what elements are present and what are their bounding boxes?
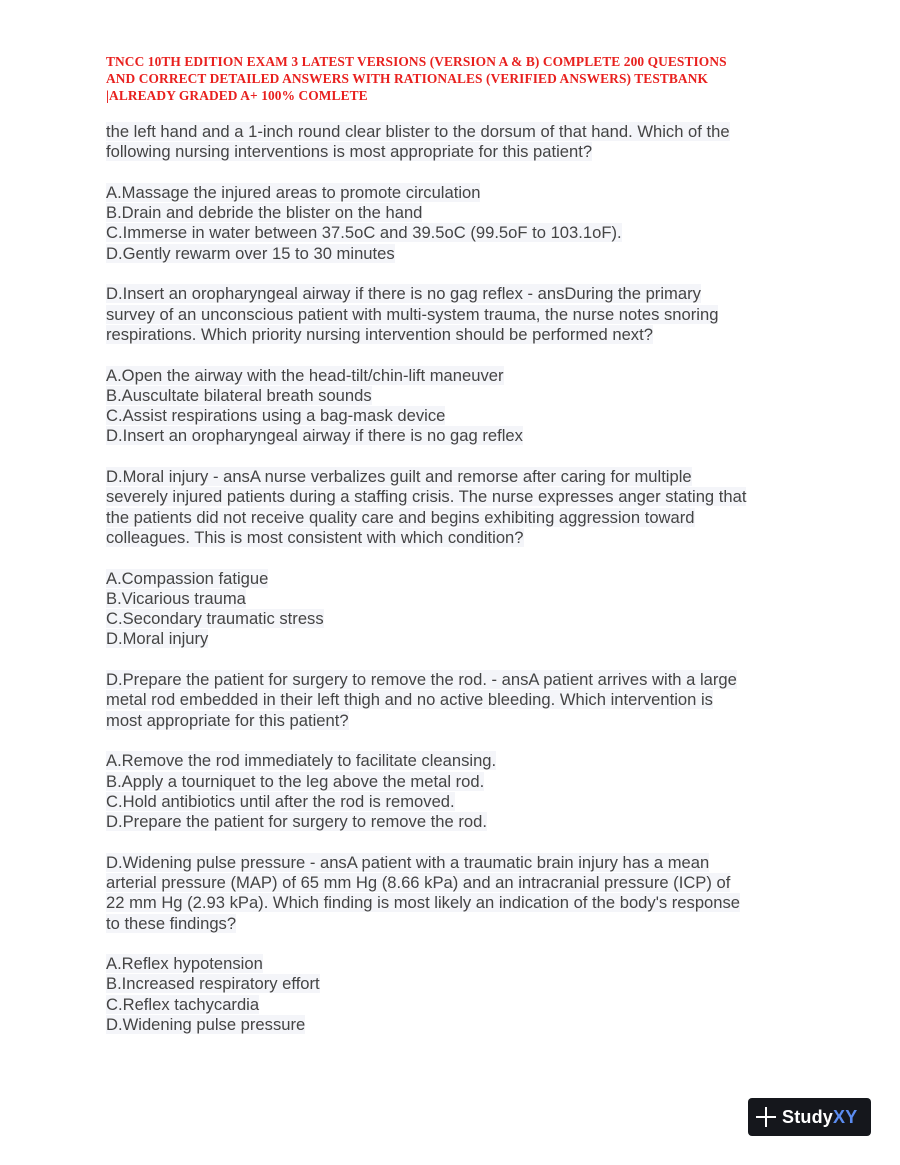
option-b: B.Drain and debride the blister on the hand bbox=[106, 203, 423, 223]
title-line: AND CORRECT DETAILED ANSWERS WITH RATIONALES (VERIFIED ANSWERS) TESTBANK bbox=[106, 71, 708, 86]
option-d: D.Prepare the patient for surgery to remove the rod. bbox=[106, 812, 487, 832]
text-line: the left hand and a 1-inch round clear blister to the dorsum of that hand. Which of the bbox=[106, 122, 730, 141]
document-title bbox=[106, 53, 796, 104]
option-a: A.Remove the rod immediately to facilitate cleansing. bbox=[106, 751, 497, 771]
logo-text-main: Study bbox=[782, 1106, 834, 1127]
text-line: following nursing interventions is most appropriate for this patient? bbox=[106, 142, 593, 162]
question-text bbox=[106, 122, 806, 163]
text-line: colleagues. This is most consistent with which condition? bbox=[106, 527, 524, 547]
text-line: metal rod embedded in their left thigh and no active bleeding. Which intervention is bbox=[106, 690, 713, 710]
option-c: C.Assist respirations using a bag-mask device bbox=[106, 406, 446, 426]
option-c: C.Hold antibiotics until after the rod is removed. bbox=[106, 791, 455, 811]
option-d: D.Gently rewarm over 15 to 30 minutes bbox=[106, 243, 395, 263]
option-d: D.Moral injury bbox=[106, 629, 209, 649]
answer-options bbox=[106, 183, 806, 264]
option-a: A.Open the airway with the head-tilt/chin-lift maneuver bbox=[106, 365, 504, 385]
text-line: respirations. Which priority nursing intervention should be performed next? bbox=[106, 324, 653, 344]
option-d: D.Insert an oropharyngeal airway if there is no gag reflex bbox=[106, 426, 523, 446]
text-line: D.Insert an oropharyngeal airway if there is no gag reflex - ansDuring the primary bbox=[106, 284, 701, 304]
option-c: C.Secondary traumatic stress bbox=[106, 609, 324, 629]
option-b: B.Apply a tourniquet to the leg above the metal rod. bbox=[106, 771, 485, 791]
option-c: C.Immerse in water between 37.5oC and 39.5oC (99.5oF to 103.1oF). bbox=[106, 223, 622, 243]
option-b: B.Increased respiratory effort bbox=[106, 974, 320, 994]
option-c: C.Reflex tachycardia bbox=[106, 994, 260, 1014]
title-line: TNCC 10TH EDITION EXAM 3 LATEST VERSIONS (VERSION A & B) COMPLETE 200 QUESTIONS bbox=[106, 54, 727, 69]
option-b: B.Auscultate bilateral breath sounds bbox=[106, 385, 372, 405]
text-line: 22 mm Hg (2.93 kPa). Which finding is most likely an indication of the body's response bbox=[106, 893, 741, 913]
answer-options bbox=[106, 366, 806, 447]
option-a: A.Reflex hypotension bbox=[106, 954, 263, 974]
question-text bbox=[106, 853, 806, 934]
text-line: most appropriate for this patient? bbox=[106, 710, 349, 730]
document-body bbox=[106, 122, 806, 1056]
option-d: D.Widening pulse pressure bbox=[106, 1015, 306, 1035]
logo-text bbox=[782, 1107, 857, 1128]
plus-icon bbox=[756, 1107, 776, 1127]
text-line: arterial pressure (MAP) of 65 mm Hg (8.66 kPa) and an intracranial pressure (ICP) of bbox=[106, 872, 731, 892]
answer-options bbox=[106, 751, 806, 832]
studyxy-logo bbox=[748, 1098, 871, 1136]
answer-options bbox=[106, 954, 806, 1035]
option-b: B.Vicarious trauma bbox=[106, 588, 246, 608]
question-text bbox=[106, 467, 806, 548]
logo-text-accent: XY bbox=[833, 1106, 858, 1127]
answer-options bbox=[106, 569, 806, 650]
text-line: survey of an unconscious patient with multi-system trauma, the nurse notes snoring bbox=[106, 304, 719, 324]
text-line: to these findings? bbox=[106, 913, 237, 933]
text-line: the patients did not receive quality care and begins exhibiting aggression toward bbox=[106, 507, 695, 527]
text-line: D.Widening pulse pressure - ansA patient with a traumatic brain injury has a mean bbox=[106, 852, 710, 872]
option-a: A.Compassion fatigue bbox=[106, 568, 269, 588]
option-a: A.Massage the injured areas to promote circulation bbox=[106, 182, 481, 202]
title-line: |ALREADY GRADED A+ 100% COMLETE bbox=[106, 88, 368, 103]
text-line: severely injured patients during a staffing crisis. The nurse expresses anger stating that bbox=[106, 487, 747, 507]
text-line: D.Prepare the patient for surgery to remove the rod. - ansA patient arrives with a large bbox=[106, 670, 737, 690]
question-text bbox=[106, 670, 806, 731]
text-line: D.Moral injury - ansA nurse verbalizes guilt and remorse after caring for multiple bbox=[106, 467, 692, 487]
question-text bbox=[106, 284, 806, 345]
